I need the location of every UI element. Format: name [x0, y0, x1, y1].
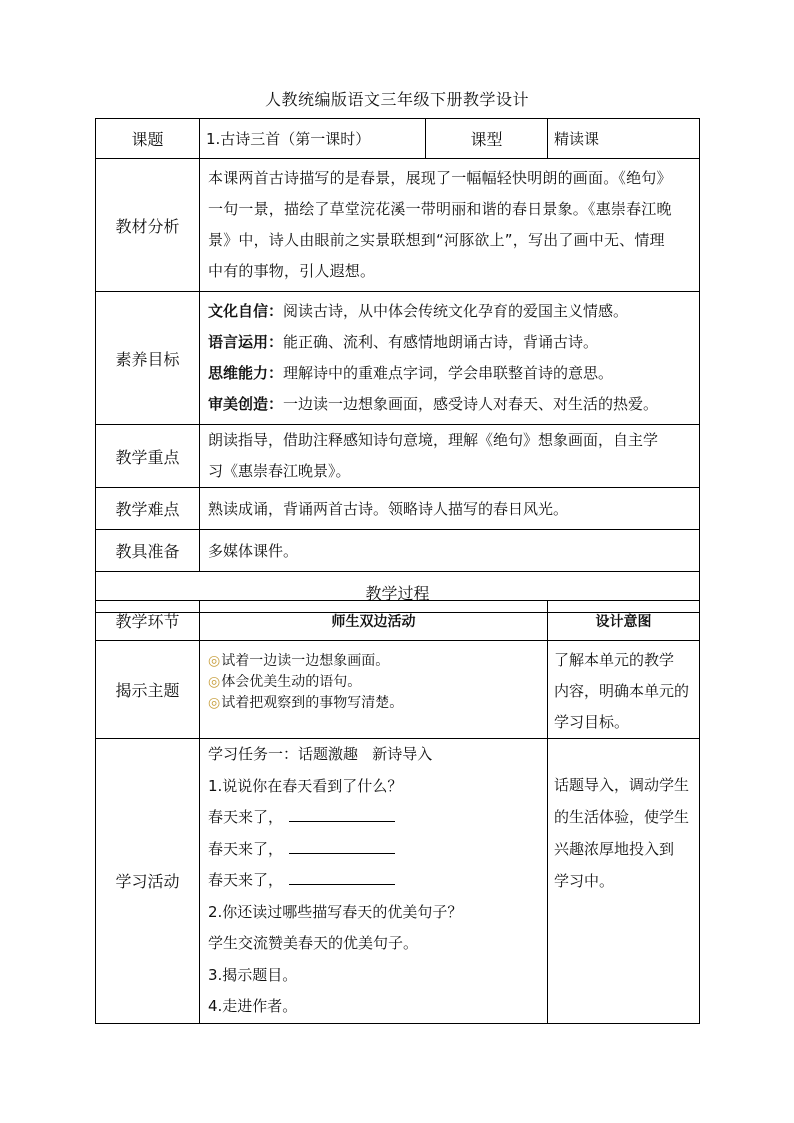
- row-reveal: [96, 641, 700, 739]
- row-key-point: [96, 425, 700, 488]
- difficulty-content: 熟读成诵，背诵两首古诗。领略诗人描写的春日风光。: [200, 488, 700, 530]
- label-activity: 学习活动: [96, 739, 200, 1024]
- answer-blank-line[interactable]: [289, 870, 395, 885]
- label-difficulty: 教学难点: [96, 488, 200, 530]
- header-stage: 教学环节: [96, 601, 200, 641]
- goal-item: [208, 327, 691, 358]
- goal-item: [208, 296, 691, 327]
- label-key-point: 教学重点: [96, 425, 200, 488]
- analysis-line: 本课两首古诗描写的是春景，展现了一幅幅轻快明朗的画面。《绝句》: [208, 169, 672, 187]
- intent-line: 学习目标。: [554, 713, 630, 731]
- intent-line: 内容，明确本单元的: [554, 682, 690, 700]
- row-tools: [96, 530, 700, 572]
- reveal-item-text: 体会优美生动的语句。: [221, 674, 362, 690]
- goal-item: [208, 389, 691, 420]
- document-title: 人教统编版语文三年级下册教学设计: [264, 90, 529, 109]
- label-lesson-type: 课型: [426, 119, 548, 159]
- blank-prompt: 春天来了，: [208, 839, 284, 858]
- reveal-item: [208, 651, 539, 672]
- goal-key: 审美创造：: [208, 395, 284, 413]
- question-1: 1.说说你在春天看到了什么？: [208, 776, 403, 795]
- circle-bullet-icon: ◎: [208, 653, 221, 669]
- row-analysis: [96, 159, 700, 292]
- intent-line: 兴趣浓厚地投入到: [554, 840, 675, 858]
- blank-row: [208, 865, 539, 897]
- lesson-plan-table: [95, 118, 700, 613]
- label-tools: 教具准备: [96, 530, 200, 572]
- reveal-item: [208, 693, 539, 714]
- label-lesson: 课题: [96, 119, 200, 159]
- blank-row: [208, 802, 539, 834]
- row-activity: [96, 739, 700, 1024]
- blank-row: [208, 834, 539, 866]
- label-reveal: 揭示主题: [96, 641, 200, 739]
- key-point-line: 朗读指导，借助注释感知诗句意境，理解《绝句》想象画面，自主学: [208, 431, 659, 449]
- label-analysis: 教材分析: [96, 159, 200, 292]
- lesson-value: 1.古诗三首（第一课时）: [200, 119, 426, 159]
- reveal-content: [200, 641, 548, 739]
- goal-text: 一边读一边想象画面，感受诗人对春天、对生活的热爱。: [283, 395, 659, 413]
- intent-line: 学习中。: [554, 872, 615, 890]
- lesson-type-value: 精读课: [548, 119, 700, 159]
- activity-content: [200, 739, 548, 1024]
- intent-line: 的生活体验，使学生: [554, 808, 690, 826]
- reveal-item-text: 试着一边读一边想象画面。: [221, 653, 390, 669]
- reveal-item-text: 试着把观察到的事物写清楚。: [221, 695, 404, 711]
- task-title: 学习任务一：话题激趣 新诗导入: [208, 745, 433, 763]
- key-point-line: 习《惠崇春江晚景》。: [208, 462, 351, 480]
- goal-key: 思维能力：: [208, 364, 284, 382]
- question-2: 2.你还读过哪些描写春天的优美句子？: [208, 902, 463, 921]
- header-intent: 设计意图: [548, 601, 700, 641]
- goal-text: 能正确、流利、有感情地朗诵古诗，背诵古诗。: [283, 333, 599, 351]
- reveal-intent: [548, 641, 700, 739]
- process-title: 教学过程: [96, 572, 700, 613]
- key-point-content: [200, 425, 700, 488]
- circle-bullet-icon: ◎: [208, 695, 221, 711]
- row-goals: [96, 292, 700, 425]
- question-2-answer: 学生交流赞美春天的优美句子。: [208, 934, 419, 952]
- goal-key: 文化自信：: [208, 302, 284, 320]
- row-process-header: [96, 601, 700, 641]
- analysis-line: 一句一景，描绘了草堂浣花溪一带明丽和谐的春日景象。《惠崇春江晚: [208, 200, 672, 218]
- analysis-content: [200, 159, 700, 292]
- process-table: [95, 600, 700, 1024]
- reveal-item: [208, 672, 539, 693]
- question-4: 4.走进作者。: [208, 997, 298, 1015]
- goal-text: 阅读古诗，从中体会传统文化孕育的爱国主义情感。: [283, 302, 629, 320]
- goals-content: [200, 292, 700, 425]
- circle-bullet-icon: ◎: [208, 674, 221, 690]
- blank-prompt: 春天来了，: [208, 808, 284, 826]
- row-lesson: [96, 119, 700, 159]
- blank-prompt: 春天来了，: [208, 871, 284, 889]
- header-activity: 师生双边活动: [200, 601, 548, 641]
- intent-line: 了解本单元的教学: [554, 651, 675, 669]
- answer-blank-line[interactable]: [289, 839, 395, 854]
- label-goals: 素养目标: [96, 292, 200, 425]
- goal-text: 理解诗中的重难点字词，学会串联整首诗的意思。: [283, 364, 614, 382]
- goal-key: 语言运用：: [208, 333, 284, 351]
- goal-item: [208, 358, 691, 389]
- answer-blank-line[interactable]: [289, 807, 395, 822]
- analysis-line: 景》中，诗人由眼前之实景联想到“河豚欲上”，写出了画中无、情理: [208, 231, 665, 249]
- row-difficulty: [96, 488, 700, 530]
- analysis-line: 中有的事物，引人遐想。: [208, 262, 376, 280]
- question-3: 3.揭示题目。: [208, 965, 298, 984]
- activity-intent: [548, 739, 700, 1024]
- tools-content: 多媒体课件。: [200, 530, 700, 572]
- intent-line: 话题导入，调动学生: [554, 776, 690, 794]
